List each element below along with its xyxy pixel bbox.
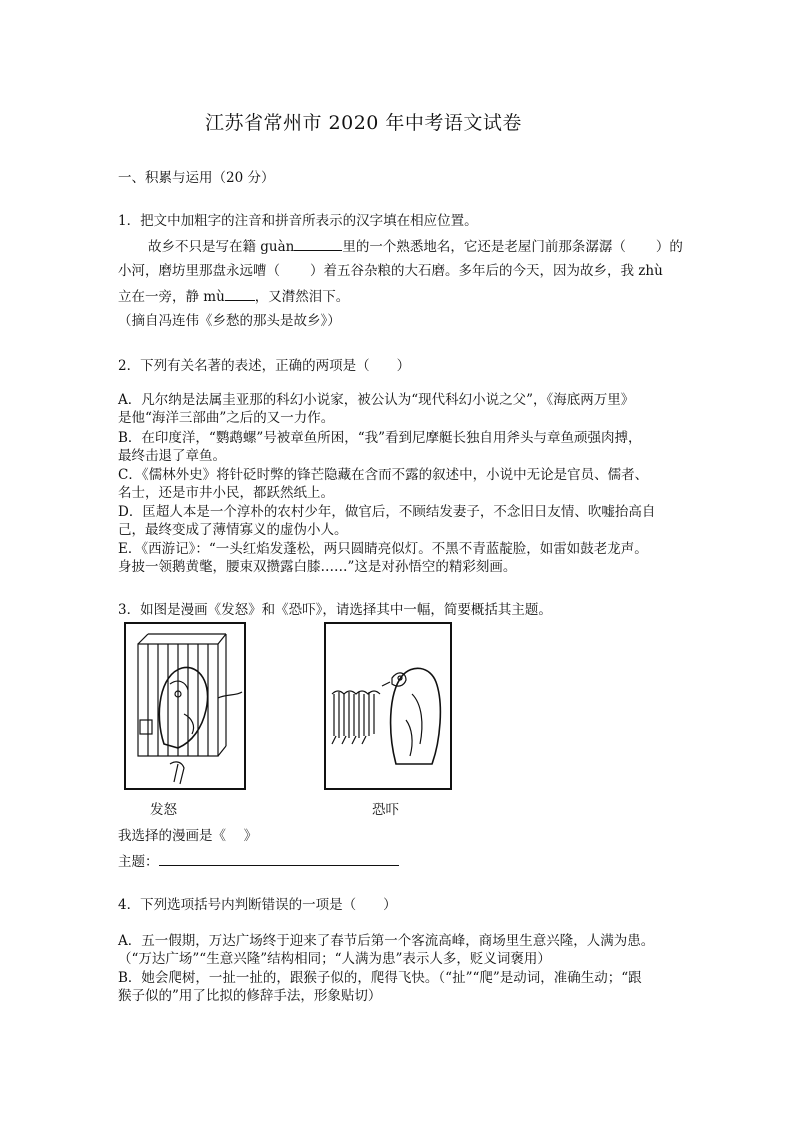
q3-choice-label: 我选择的漫画是《 》 [118, 828, 258, 844]
q1-line3-a: 立在一旁，静 mù [118, 289, 225, 305]
q2-option-a1: A．凡尔纳是法属圭亚那的科幻小说家，被公认为“现代科幻小说之父”，《海底两万里》 [118, 392, 635, 408]
blank-guan[interactable] [294, 238, 342, 251]
q1-line1 [148, 238, 683, 255]
q2-option-c1: C．《儒林外史》将针砭时弊的锋芒隐藏在含而不露的叙述中，小说中无论是官员、儒者、 [118, 467, 649, 483]
caption-threat: 恐吓 [372, 802, 399, 818]
q3-theme-line [118, 853, 399, 870]
cartoon-anger-drawing [126, 624, 244, 788]
section-heading: 一、积累与运用（20 分） [118, 170, 275, 186]
q4-option-b1: B．她会爬树，一扯一扯的，跟猴子似的，爬得飞快。（“扯”“爬”是动词，准确生动；“跟 [118, 970, 642, 986]
blank-mu[interactable] [225, 288, 255, 301]
q1-stem: 1．把文中加粗字的注音和拼音所表示的汉字填在相应位置。 [118, 213, 478, 229]
q1-line2-a: 小河，磨坊里那盘永远嘈（ [118, 263, 280, 279]
q2-option-b1: B．在印度洋，“鹦鹉螺”号被章鱼所困，“我”看到尼摩艇长独自用斧头与章鱼顽强肉搏， [118, 430, 642, 446]
q2-option-e1: E．《西游记》：“一头红焰发蓬松，两只圆睛亮似灯。不黑不青蓝靛脸，如雷如鼓老龙声。 [118, 541, 648, 557]
q2-option-e2: 身披一领鹅黄氅，腰束双攒露白膝……”这是对孙悟空的精彩刻画。 [118, 559, 517, 575]
q4-option-a2: （“万达广场”“生意兴隆”结构相同；“人满为患”表示人多，贬义词褒用） [118, 951, 551, 967]
q1-line3-b: ，又潸然泪下。 [254, 289, 350, 305]
q2-option-a2: 是他“海洋三部曲”之后的又一力作。 [118, 410, 335, 426]
q1-line1-a: 故乡不只是写在籍 guàn [148, 239, 295, 255]
q2-option-d2: 己，最终变成了薄情寡义的虚伪小人。 [118, 522, 348, 538]
q4-option-b2: 猴子似的”用了比拟的修辞手法，形象贴切） [118, 988, 382, 1004]
q2-stem: 2．下列有关名著的表述，正确的两项是（ ） [118, 358, 411, 374]
q1-line1-b: 里的一个熟悉地名，它还是老屋门前那条潺潺（ [342, 239, 626, 255]
q2-option-d1: D．匡超人本是一个淳朴的农村少年，做官后，不顾结发妻子，不念旧日友情、吹嘘抬高自 [118, 504, 656, 520]
q2-option-b2: 最终击退了章鱼。 [118, 448, 226, 464]
q1-line1-c: ）的 [655, 239, 683, 255]
q3-theme-label: 主题： [118, 854, 159, 870]
q1-line3 [118, 288, 349, 305]
cartoon-threat-drawing [326, 624, 450, 788]
page-title: 江苏省常州市 2020 年中考语文试卷 [205, 112, 522, 134]
q1-line2-b: ）着五谷杂粮的大石磨。多年后的今天，因为故乡，我 zhù [310, 263, 663, 279]
q1-source: （摘自冯连伟《乡愁的那头是故乡》） [118, 313, 341, 329]
cartoon-anger [124, 622, 246, 790]
q4-option-a1: A．五一假期，万达广场终于迎来了春节后第一个客流高峰，商场里生意兴隆，人满为患。 [118, 933, 655, 949]
q3-stem: 3．如图是漫画《发怒》和《恐吓》，请选择其中一幅，简要概括其主题。 [118, 602, 552, 618]
q1-line2 [118, 263, 663, 279]
cartoon-threat [324, 622, 452, 790]
caption-anger: 发怒 [150, 802, 177, 818]
q2-option-c2: 名士，还是市井小民，都跃然纸上。 [118, 485, 334, 501]
q4-stem: 4．下列选项括号内判断错误的一项是（ ） [118, 897, 397, 913]
theme-answer-blank[interactable] [159, 853, 399, 866]
